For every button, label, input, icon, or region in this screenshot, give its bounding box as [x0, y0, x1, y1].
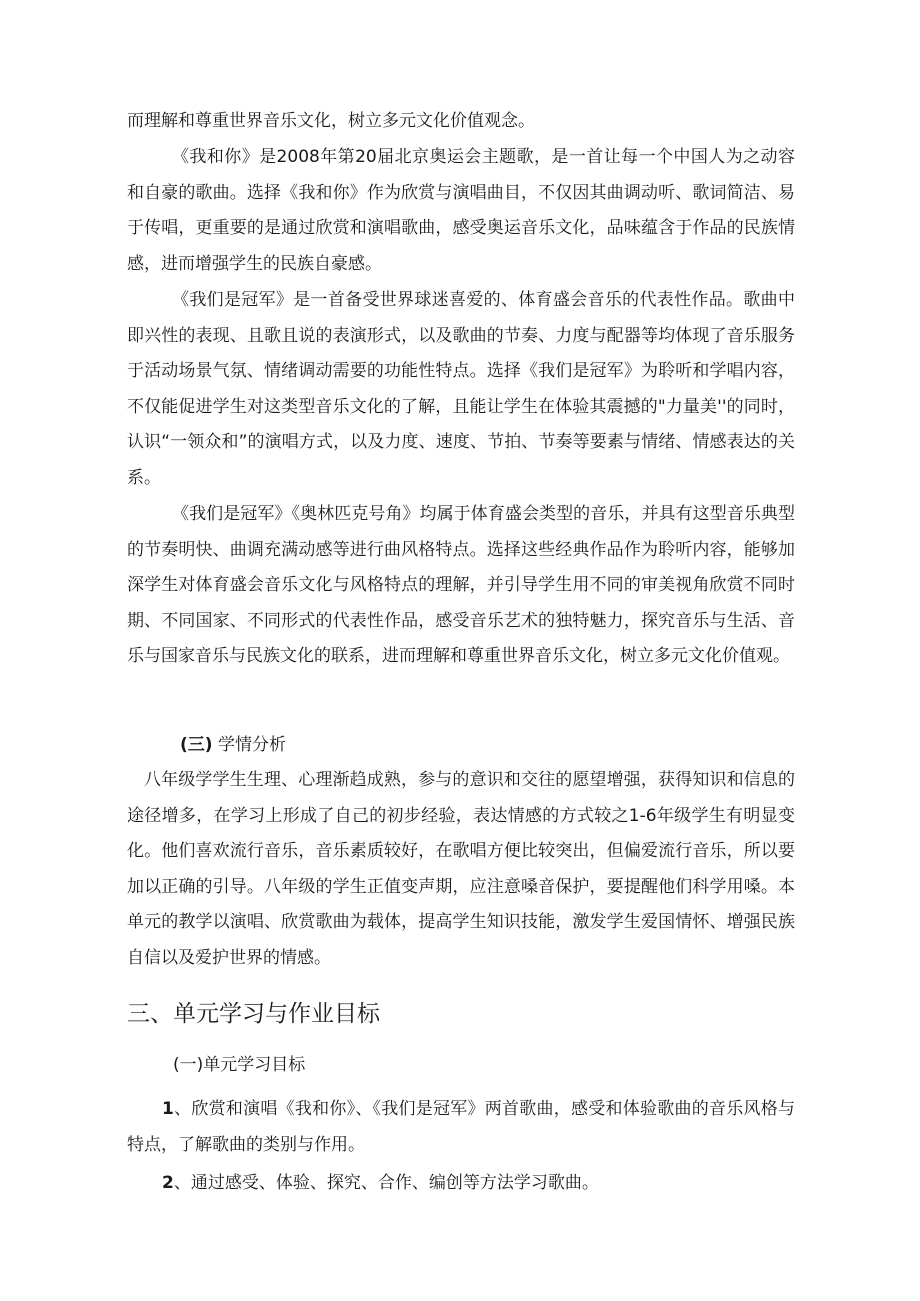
paragraph-student-analysis: 八年级学学生生理、心理渐趋成熟，参与的意识和交往的愿望增强，获得知识和信息的途径增多，在学习上形成了自己的初步经验，表达情感的方式较之1-6年级学生有明显变化。他们喜欢流行音乐，音乐素质较好，在歌唱方便比较突出，但偏爱流行音乐，所以要加以正确的引导。八年级的学生正值变声期，应注意嗓音保护，要提醒他们科学用嗓。本单元的教学以演唱、欣赏歌曲为载体，提高学生知识技能，激发学生爱国情怀、增强民族自信以及爱护世界的情感。 [127, 770, 795, 968]
goal-text: 、通过感受、体验、探究、合作、编创等方法学习歌曲。 [173, 1173, 599, 1193]
goal-number: 1 [162, 1099, 174, 1119]
subsection-label: 学情分析 [217, 735, 286, 755]
subsection-learning-analysis [180, 733, 286, 757]
subsection-number: (三) [180, 735, 213, 755]
paragraph-wo-he-ni: 《我和你》是2008年第20届北京奥运会主题歌，是一首让每一个中国人为之动容和自豪的歌曲。选择《我和你》作为欣赏与演唱曲目，不仅因其曲调动听、歌词简洁、易于传唱，更重要的是通过欣赏和演唱歌曲，感受奥运音乐文化，品味蕴含于作品的民族情感，进而增强学生的民族自豪感。 [127, 147, 795, 274]
goal-item-1 [127, 1092, 795, 1163]
paragraph-sports-music: 《我们是冠军》《奥林匹克号角》均属于体育盛会类型的音乐，并具有这型音乐典型的节奏明快、曲调充满动感等进行曲风格特点。选择这些经典作品作为聆听内容，能够加深学生对体育盛会音乐文化与风格特点的理解，并引导学生用不同的审美视角欣赏不同时期、不同国家、不同形式的代表性作品，感受音乐艺术的独特魅力，探究音乐与生活、音乐与国家音乐与民族文化的联系，进而理解和尊重世界音乐文化，树立多元文化价值观。 [127, 504, 795, 666]
section-heading: 三、单元学习与作业目标 [127, 1001, 380, 1027]
goal-item-2 [127, 1166, 795, 1202]
paragraph-intro-end: 而理解和尊重世界音乐文化，树立多元文化价值观念。 [127, 111, 535, 131]
subsection-unit-goals: (一)单元学习目标 [173, 1055, 306, 1075]
paragraph-we-are-champions: 《我们是冠军》是一首备受世界球迷喜爱的、体育盛会音乐的代表性作品。歌曲中即兴性的表现、且歌且说的表演形式，以及歌曲的节奏、力度与配器等均体现了音乐服务于活动场景气氛、情绪调动需要的功能性特点。选择《我们是冠军》为聆听和学唱内容，不仅能促进学生对这类型音乐文化的了解，且能让学生在体验其震撼的"力量美''的同时，认识“一领众和”的演唱方式，以及力度、速度、节拍、节奏等要素与情绪、情感表达的关系。 [127, 290, 795, 488]
goal-text: 、欣赏和演唱《我和你》、《我们是冠军》两首歌曲，感受和体验歌曲的音乐风格与特点，了解歌曲的类别与作用。 [127, 1099, 795, 1155]
goal-number: 2 [162, 1173, 174, 1193]
